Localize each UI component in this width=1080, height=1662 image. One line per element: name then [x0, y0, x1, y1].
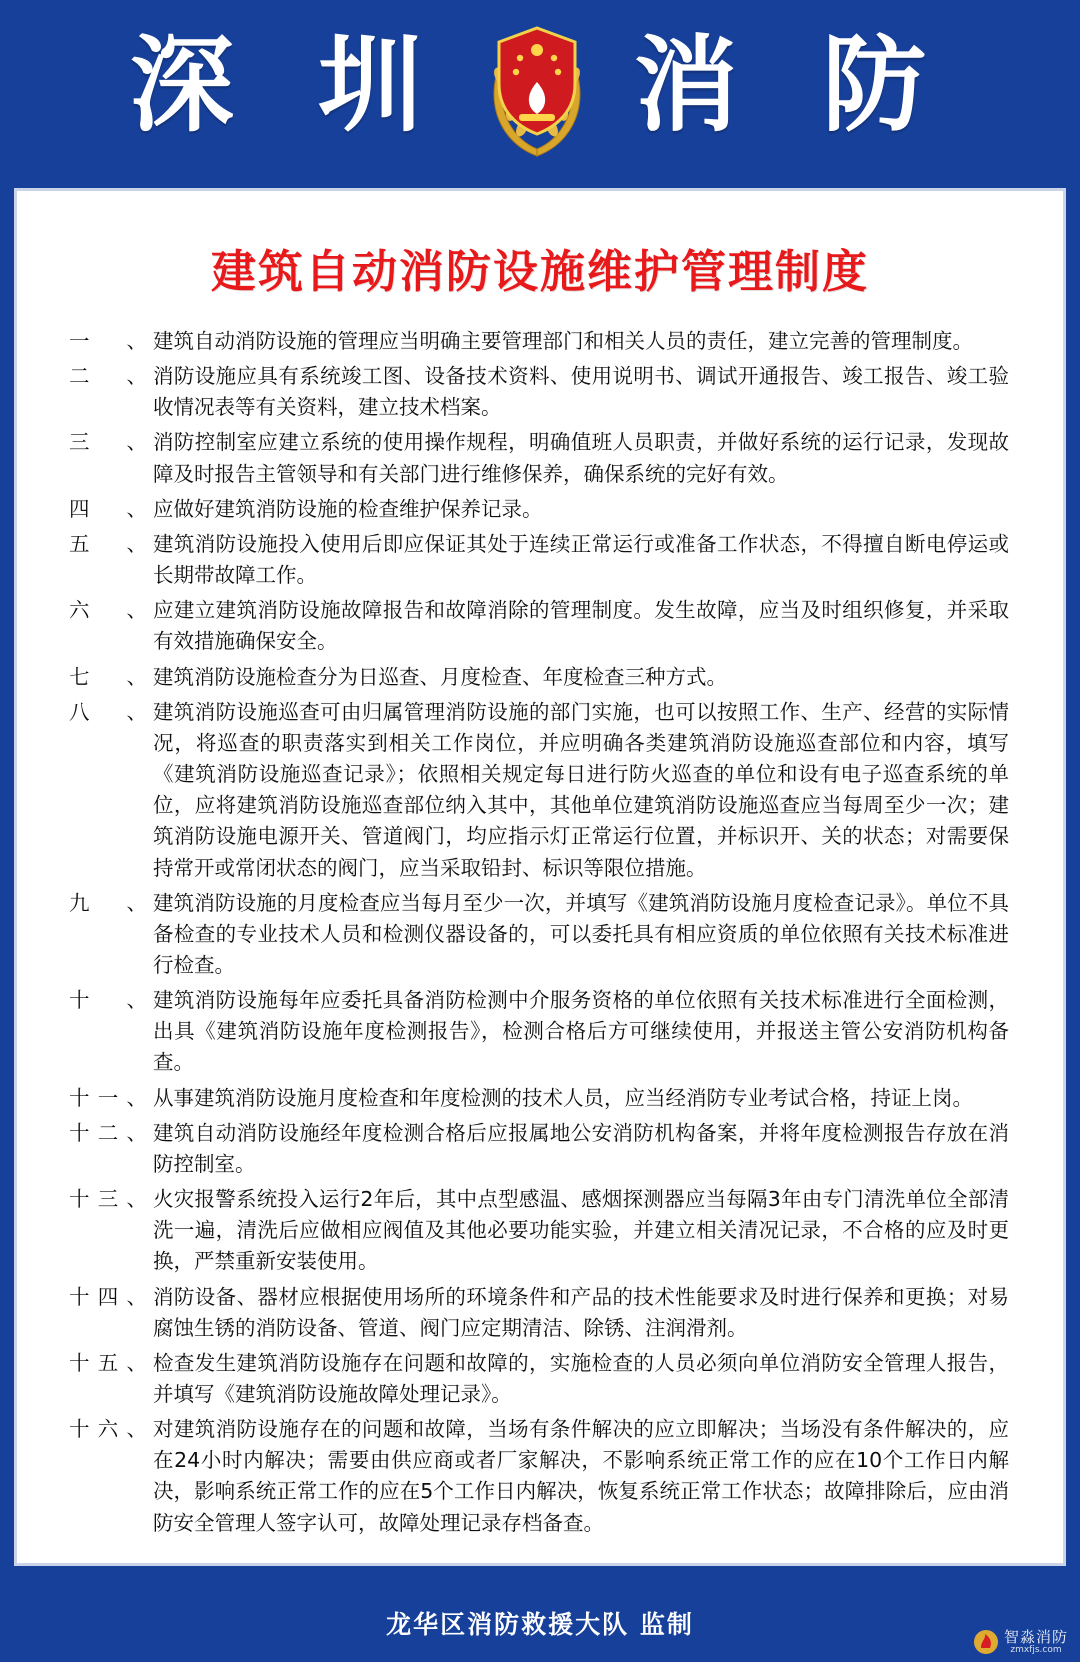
clause-item: [69, 529, 1009, 591]
clause-number: 四、: [69, 496, 147, 521]
clause-item: [69, 494, 1009, 525]
panel-wrapper: [0, 178, 1080, 1566]
china-fire-service-emblem-icon: [472, 10, 602, 160]
watermark-title: 智淼消防: [1003, 1628, 1068, 1647]
clause-number: 八、: [69, 699, 147, 724]
clause-list: [61, 326, 1019, 1539]
clause-item: [69, 595, 1009, 657]
clause-item: [69, 697, 1009, 884]
clause-number: 九、: [69, 890, 147, 915]
clause-text: 消防设施应具有系统竣工图、设备技术资料、使用说明书、调试开通报告、竣工报告、竣工验收情况表等有关资料，建立技术档案。: [153, 364, 1009, 420]
clause-item: [69, 1414, 1009, 1539]
clause-item: [69, 1118, 1009, 1180]
clause-text: 对建筑消防设施存在的问题和故障，当场有条件解决的应立即解决；当场没有条件解决的，应在24小时内解决；需要由供应商或者厂家解决，不影响系统正常工作的应在10个工作日内解决，影响系统正常工作的应在5个工作日内解决，恢复系统正常工作状态；故障排除后，应由消防安全管理人签字认可，故障处理记录存档备查。: [153, 1417, 1009, 1535]
clause-item: [69, 662, 1009, 693]
clause-text: 从事建筑消防设施月度检查和年度检测的技术人员，应当经消防专业考试合格，持证上岗。: [153, 1085, 973, 1110]
clause-text: 应建立建筑消防设施故障报告和故障消除的管理制度。发生故障，应当及时组织修复，并采取有效措施确保安全。: [153, 598, 1009, 654]
header-title-right: 消 防: [634, 23, 951, 146]
clause-item: [69, 1184, 1009, 1277]
watermark-url: zmxfjs.com: [1010, 1644, 1062, 1655]
clause-text: 消防设备、器材应根据使用场所的环境条件和产品的技术性能要求及时进行保养和更换；对易腐蚀生锈的消防设备、管道、阀门应定期清洁、除锈、注润滑剂。: [153, 1284, 1009, 1340]
clause-number: 五、: [69, 531, 147, 556]
clause-number: 十六、: [69, 1417, 147, 1442]
clause-number: 二、: [69, 364, 147, 389]
clause-number: 十二、: [69, 1120, 147, 1145]
clause-number: 三、: [69, 430, 147, 455]
poster-header: [0, 0, 1080, 178]
clause-number: 六、: [69, 598, 147, 623]
clause-item: [69, 361, 1009, 423]
clause-item: [69, 326, 1009, 357]
watermark: [1004, 1629, 1068, 1655]
clause-item: [69, 427, 1009, 489]
clause-text: 建筑消防设施的月度检查应当每月至少一次，并填写《建筑消防设施月度检查记录》。单位不具备检查的专业技术人员和检测仪器设备的，可以委托具有相应资质的单位依照有关技术标准进行检查。: [153, 890, 1009, 977]
clause-item: [69, 888, 1009, 981]
clause-item: [69, 985, 1009, 1078]
clause-text: 消防控制室应建立系统的使用操作规程，明确值班人员职责，并做好系统的运行记录，发现故障及时报告主管领导和有关部门进行维修保养，确保系统的完好有效。: [153, 430, 1009, 486]
clause-item: [69, 1348, 1009, 1410]
clause-text: 火灾报警系统投入运行2年后，其中点型感温、感烟探测器应当每隔3年由专门清洗单位全部清洗一遍，清洗后应做相应阀值及其他必要功能实验，并建立相关清况记录，不合格的应及时更换，严禁重新安装使用。: [153, 1187, 1009, 1274]
clause-text: 建筑消防设施投入使用后即应保证其处于连续正常运行或准备工作状态，不得擅自断电停运或长期带故障工作。: [153, 531, 1009, 588]
document-panel: [14, 188, 1066, 1566]
clause-number: 一、: [69, 329, 147, 353]
clause-number: 十四、: [69, 1284, 147, 1309]
clause-text: 应做好建筑消防设施的检查维护保养记录。: [153, 496, 543, 521]
clause-number: 七、: [69, 664, 147, 689]
header-title-left: 深 圳: [129, 23, 446, 146]
clause-number: 十三、: [69, 1187, 147, 1212]
page-title: 建筑自动消防设施维护管理制度: [210, 245, 869, 298]
clause-text: 建筑消防设施检查分为日巡查、月度检查、年度检查三种方式。: [153, 664, 727, 689]
clause-number: 十五、: [69, 1350, 147, 1375]
clause-item: [69, 1282, 1009, 1344]
clause-text: 建筑自动消防设施的管理应当明确主要管理部门和相关人员的责任，建立完善的管理制度。: [153, 329, 973, 353]
clause-number: 十、: [69, 988, 147, 1013]
watermark-logo-icon: [972, 1628, 1000, 1656]
clause-item: [69, 1083, 1009, 1114]
footer-supervisor-text: 龙华区消防救援大队 监制: [386, 1609, 694, 1639]
poster-footer: [0, 1566, 1080, 1662]
clause-text: 建筑消防设施每年应委托具备消防检测中介服务资格的单位依照有关技术标准进行全面检测，出具《建筑消防设施年度检测报告》，检测合格后方可继续使用，并报送主管公安消防机构备查。: [153, 988, 1009, 1075]
clause-number: 十一、: [69, 1085, 147, 1110]
clause-text: 检查发生建筑消防设施存在问题和故障的，实施检查的人员必须向单位消防安全管理人报告，并填写《建筑消防设施故障处理记录》。: [153, 1350, 1009, 1406]
clause-text: 建筑消防设施巡查可由归属管理消防设施的部门实施，也可以按照工作、生产、经营的实际情况，将巡查的职责落实到相关工作岗位，并应明确各类建筑消防设施巡查部位和内容，填写《建筑消防设施巡查记录》；依照相关规定每日进行防火巡查的单位和设有电子巡查系统的单位，应将建筑消防设施巡查部位纳入其中，其他单位建筑消防设施巡查应当每周至少一次；建筑消防设施电源开关、管道阀门，均应指示灯正常运行位置，并标识开、关的状态；对需要保持常开或常闭状态的阀门，应当采取铅封、标识等限位措施。: [153, 699, 1009, 880]
clause-text: 建筑自动消防设施经年度检测合格后应报属地公安消防机构备案，并将年度检测报告存放在消防控制室。: [153, 1120, 1009, 1176]
